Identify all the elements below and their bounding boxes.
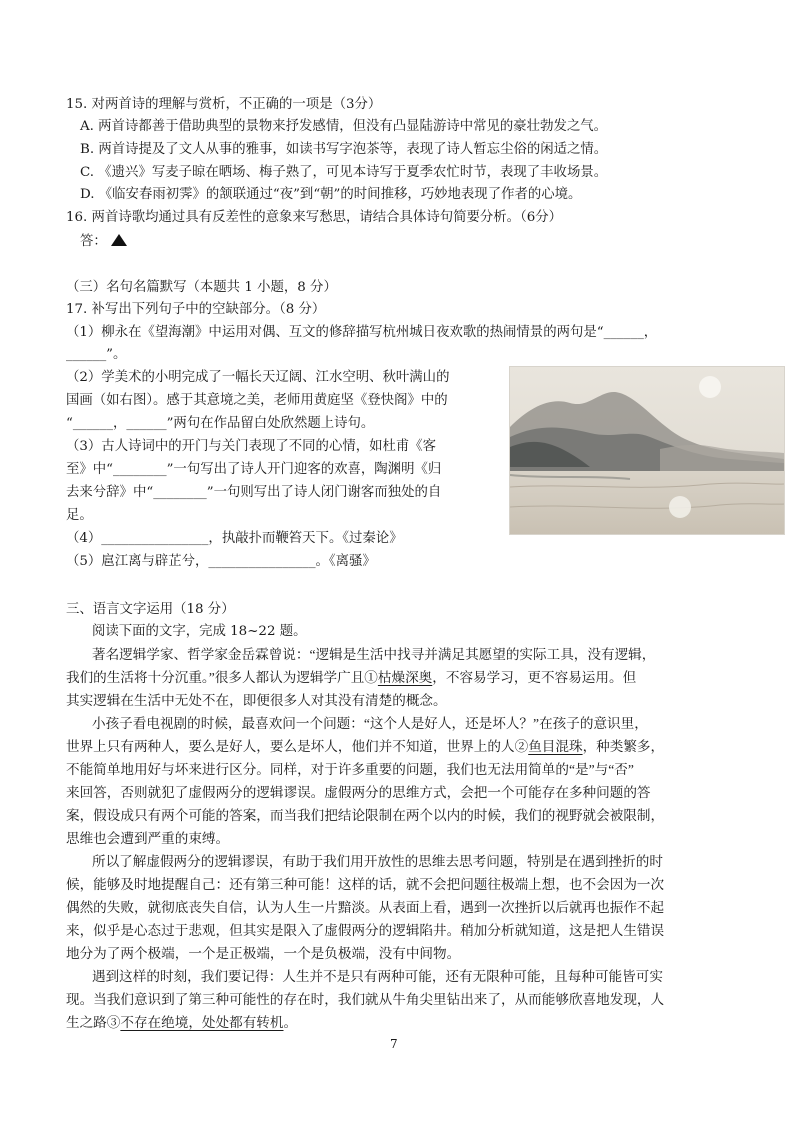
q17-line-8: 去来兮辞》中“________”一句则写出了诗人闭门谢客而独处的自 bbox=[66, 485, 442, 500]
q17-line-7: 至》中“________”一句写出了诗人开门迎客的欢喜，陶渊明《归 bbox=[66, 462, 442, 477]
q17-line-3: （2）学美术的小明完成了一幅长天辽阔、江水空明、秋叶满山的 bbox=[66, 370, 450, 385]
passage-line-3: 其实逻辑在生活中无处不在，即便很多人对其没有清楚的概念。 bbox=[66, 693, 447, 708]
section3-title: （三）名句名篇默写（本题共 1 小题，8 分） bbox=[66, 280, 337, 295]
passage-line-11: 候，能够及时地提醒自己：还有第三种可能！这样的话，就不会把问题往极端上想，也不会因为一次 bbox=[66, 877, 665, 892]
part3-title: 三、语言文字运用（18 分） bbox=[66, 602, 235, 617]
q15-stem: 15. 对两首诗的理解与赏析，不正确的一项是（3分） bbox=[66, 97, 382, 112]
q15-option-d: D. 《临安春雨初霁》的颔联通过“夜”到“朝”的时间推移，巧妙地表现了作者的心境。 bbox=[80, 187, 582, 202]
passage-line-2 bbox=[66, 669, 636, 687]
passage-line-5 bbox=[66, 738, 664, 756]
q17-line-6: （3）古人诗词中的开门与关门表现了不同的心情，如杜甫《客 bbox=[66, 439, 437, 454]
q17-line-9: 足。 bbox=[66, 508, 93, 523]
q16-stem: 16. 两首诗歌均通过具有反差性的意象来写愁思，请结合具体诗句简要分析。（6分） bbox=[66, 210, 563, 225]
passage-line-9: 思维也会遭到严重的束缚。 bbox=[66, 831, 230, 846]
passage-line-14: 地分为了两个极端，一个是正极端，一个是负极端，没有中间物。 bbox=[66, 946, 461, 961]
q17-line-10: （4）________________，执敲扑而鞭笞天下。《过秦论》 bbox=[66, 531, 403, 546]
part3-intro: 阅读下面的文字，完成 18~22 题。 bbox=[92, 624, 307, 639]
q16-answer-line bbox=[80, 233, 127, 251]
q17-stem: 17. 补写出下列句子中的空缺部分。（8 分） bbox=[66, 302, 326, 317]
q15-option-b: B. 两首诗提及了文人从事的雅事，如读书写字泡茶等，表现了诗人暂忘尘俗的闲适之情。 bbox=[80, 142, 608, 157]
passage-line-17 bbox=[66, 1014, 297, 1032]
landscape-painting bbox=[509, 366, 785, 535]
passage-line-13: 来，似乎是心态过于悲观，但其实是限入了虚假两分的逻辑陷井。稍加分析就知道，这是把人生错误 bbox=[66, 923, 665, 938]
passage-text: 世界上只有两种人，要么是好人，要么是坏人，他们并不知道，世界上的人② bbox=[66, 739, 529, 754]
triangle-placeholder-icon bbox=[111, 234, 127, 246]
passage-line-7: 来回答，否则就犯了虚假两分的逻辑谬误。虚假两分的思维方式，会把一个可能存在多种问题的答 bbox=[66, 785, 651, 800]
passage-line-12: 偶然的失败，就彻底丧失自信，认为人生一片黯淡。从表面上看，遇到一次挫折以后就再也振作不起 bbox=[66, 900, 665, 915]
passage-text: 生之路③ bbox=[66, 1015, 121, 1030]
passage-line-16: 现。当我们意识到了第三种可能性的存在时，我们就从牛角尖里钻出来了，从而能够欣喜地发现，人 bbox=[66, 992, 665, 1007]
passage-text: 我们的生活将十分沉重。”很多人都认为逻辑学广且① bbox=[66, 670, 378, 685]
q15-option-a: A. 两首诗都善于借助典型的景物来抒发感情，但没有凸显陆游诗中常见的豪壮勃发之气。 bbox=[80, 119, 608, 134]
underlined-phrase-1: 枯燥深奥 bbox=[377, 670, 433, 685]
passage-text: ，种类繁多， bbox=[582, 739, 665, 754]
answer-label: 答： bbox=[80, 234, 107, 249]
landscape-painting-svg bbox=[510, 367, 784, 534]
passage-line-1: 著名逻辑学家、哲学家金岳霖曾说：“逻辑是生活中找寻并满足其愿望的实际工具，没有逻辑， bbox=[92, 647, 656, 662]
passage-line-15: 遇到这样的时刻，我们要记得：人生并不是只有两种可能，还有无限种可能，且每种可能皆可实 bbox=[92, 969, 663, 984]
passage-line-10: 所以了解虚假两分的逻辑谬误，有助于我们用开放性的思维去思考问题，特别是在遇到挫折的时 bbox=[92, 854, 663, 869]
underlined-phrase-2: 鱼目混珠 bbox=[528, 739, 583, 754]
underlined-phrase-3: 不存在绝境，处处都有转机 bbox=[120, 1015, 284, 1030]
passage-line-8: 案，假设成只有两个可能的答案，而当我们把结论限制在两个以内的时候，我们的视野就会被限制， bbox=[66, 808, 665, 823]
q17-line-4: 国画（如右图）。感于其意境之美，老师用黄庭坚《登快阁》中的 bbox=[66, 393, 448, 408]
passage-line-4: 小孩子看电视剧的时候，最喜欢问一个问题：“这个人是好人，还是坏人？”在孩子的意识里， bbox=[92, 716, 648, 731]
passage-line-6: 不能简单地用好与坏来进行区分。同样，对于许多重要的问题，我们也无法用简单的“是”与“否” bbox=[66, 762, 634, 777]
q17-line-5: “______，______”两句在作品留白处欣然题上诗句。 bbox=[66, 416, 375, 431]
q17-line-2: ______”。 bbox=[66, 347, 127, 362]
passage-text: ，不容易学习，更不容易运用。但 bbox=[432, 670, 637, 685]
q17-line-1: （1）柳永在《望海潮》中运用对偶、互文的修辞描写杭州城日夜欢歌的热闹情景的两句是“______， bbox=[66, 325, 658, 340]
passage-text: 。 bbox=[283, 1015, 298, 1030]
q15-option-c: C. 《遗兴》写麦子晾在晒场、梅子熟了，可见本诗写于夏季农忙时节，表现了丰收场景。 bbox=[80, 165, 608, 180]
page-number: 7 bbox=[390, 1037, 398, 1051]
q17-line-11: （5）扈江离与辟芷兮，________________。《离骚》 bbox=[66, 554, 376, 569]
